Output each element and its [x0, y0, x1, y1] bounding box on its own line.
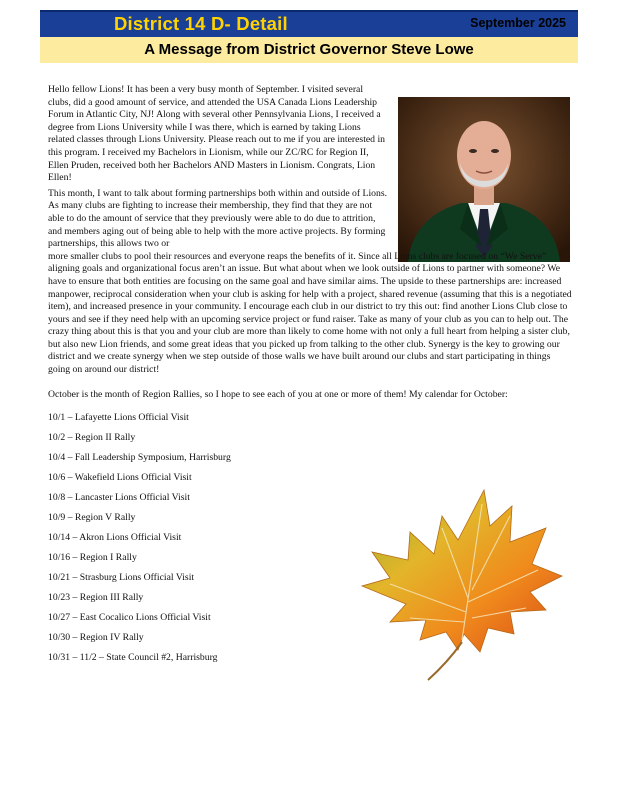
calendar-item: 10/2 – Region II Rally	[48, 431, 136, 443]
article-heading-bar	[40, 37, 578, 63]
calendar-item: 10/21 – Strasburg Lions Official Visit	[48, 571, 195, 583]
calendar-item: 10/8 – Lancaster Lions Official Visit	[48, 491, 190, 503]
article-heading: A Message from District Governor Steve Lowe	[144, 41, 474, 58]
calendar-item: 10/4 – Fall Leadership Symposium, Harrisburg	[48, 451, 231, 463]
calendar-item: 10/16 – Region I Rally	[48, 551, 137, 563]
issue-date: September 2025	[470, 16, 566, 30]
calendar-item: 10/14 – Akron Lions Official Visit	[48, 531, 182, 543]
paragraph-partnerships-continued: more smaller clubs to pool their resources and everyone reaps the benefits of it. Since all Lions clubs are focused on “We Serve” aligning goals and organizational focus aren’t an issue. But what about when we look outside of Lions to partner with someone? We have to ensure that both entities are focusing on the same goal and have similar aims. The upside to these partnerships are: increased manpower, reciprocal consideration when your club is asking for help with a project, shared revenue (assuming that this is a negotiated item), and increased presence in your community. I encourage each club in our district to try this out: find another Lions Club close to yours and see if they need help with an upcoming service project or fund raiser. Take as many of your club as you can to help out. The crazy thing about this is that you and your club are more than likely to come home with not only a full heart from helping a sister club, but also new Lion friends, and some great ideas that you picked up from talking to the other club. Synergy is the key to growing our district and we create synergy when we step outside of those walls we have built around our clubs and start participating in things going on around our district!	[48, 250, 572, 376]
paragraph-calendar-intro: October is the month of Region Rallies, so I hope to see each of you at one or more of them! My calendar for October:	[48, 388, 508, 400]
paragraph-intro: Hello fellow Lions! It has been a very busy month of September. I visited several clubs, did a good amount of service, and attended the USA Canada Lions Leadership Forum in Atlantic City, NJ! Along with several other Pennsylvania Lions, I received a degree from Lions University while I was there, which is earned by taking Lions related classes through Lions University. Please reach out to me if you are interested in this program. I received my Bachelors in Lionism, while our ZC/RC for Region II, Ellen Pruden, received both her Bachelors AND Masters in Lionism. Congrats, Lion Ellen!	[48, 84, 385, 184]
calendar-item: 10/9 – Region V Rally	[48, 511, 136, 523]
masthead-banner	[40, 10, 578, 37]
calendar-item: 10/31 – 11/2 – State Council #2, Harrisburg	[48, 651, 218, 663]
paragraph-partnerships: This month, I want to talk about forming partnerships both within and outside of Lions. As many clubs are fighting to increase their membership, they find that they are not able to do the amount of service that they previously were able to do due to attrition, and members aging out of being able to help with the more active projects. By forming partnerships, this allows two or	[48, 187, 388, 250]
maple-leaf-icon	[350, 482, 565, 687]
calendar-item: 10/6 – Wakefield Lions Official Visit	[48, 471, 192, 483]
calendar-item: 10/30 – Region IV Rally	[48, 631, 144, 643]
calendar-item: 10/1 – Lafayette Lions Official Visit	[48, 411, 189, 423]
calendar-item: 10/27 – East Cocalico Lions Official Visit	[48, 611, 211, 623]
newsletter-title: District 14 D- Detail	[114, 13, 288, 34]
calendar-item: 10/23 – Region III Rally	[48, 591, 144, 603]
